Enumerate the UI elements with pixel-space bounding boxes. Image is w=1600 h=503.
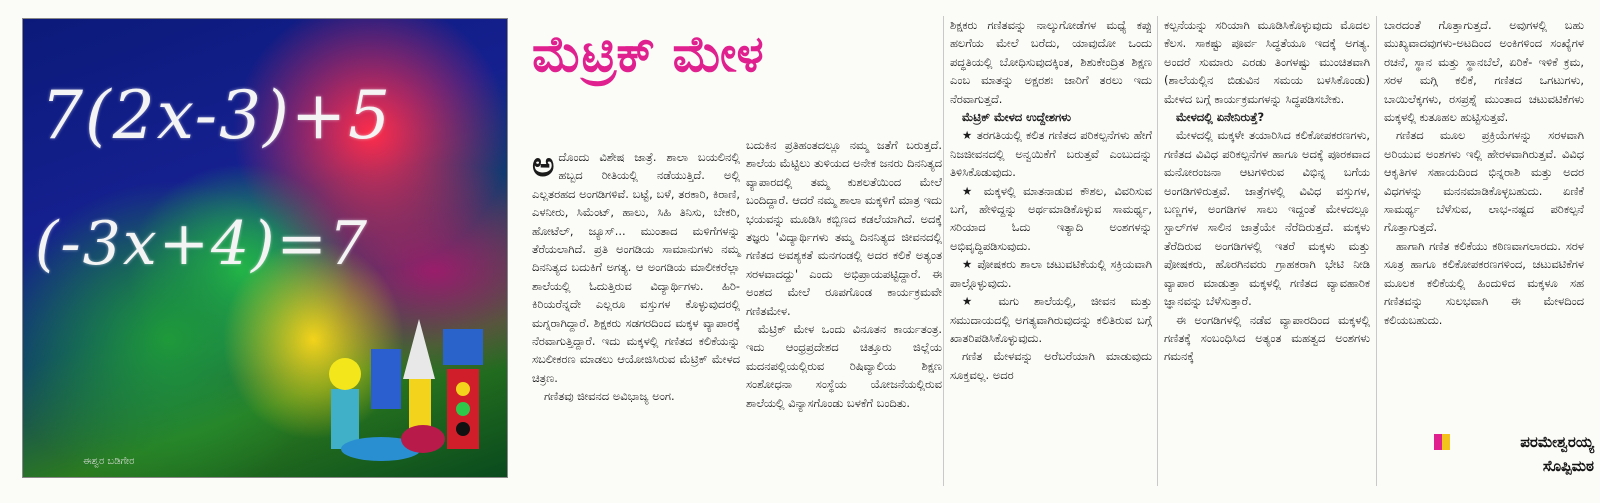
article-column-3 <box>950 16 1152 384</box>
math-illustration <box>22 18 508 478</box>
section-heading: ಮೆಟ್ರಿಕ್ ಮೇಳದ ಉದ್ದೇಶಗಳು <box>962 110 1071 125</box>
paragraph: ಗಣಿತದ ಮೂಲ ಪ್ರಕ್ರಿಯೆಗಳನ್ನು ಸರಳವಾಗಿ ಅರಿಯುವ ಅಂಶಗಳು ಇಲ್ಲಿ ಹೇರಳವಾಗಿರುತ್ತವೆ. ವಿವಿಧ ಆಕೃತಿಗಳ ಸಹಾಯದಿಂದ ಭಿನ್ನರಾಶಿ ಮತ್ತು ಅದರ ವಿಧಗಳನ್ನು ಮನನಮಾಡಿಕೊಳ್ಳಬಹುದು. ಏಣಿಕೆ ಸಾಮರ್ಥ್ಯ ಬೆಳೆಸುವ, ಲಾಭ-ನಷ್ಟದ ಪರಿಕಲ್ಪನೆ ಗೊತ್ತಾಗುತ್ತದೆ. <box>1384 128 1584 235</box>
paragraph: ಕಲ್ಪನೆಯನ್ನು ಸರಿಯಾಗಿ ಮೂಡಿಸಿಕೊಳ್ಳುವುದು ಮೊದಲ ಕೆಲಸ. ಸಾಕಷ್ಟು ಪೂರ್ವ ಸಿದ್ಧತೆಯೂ ಇದಕ್ಕೆ ಅಗತ್ಯ. ಅಂದರೆ ಸುಮಾರು ಎರಡು ತಿಂಗಳಷ್ಟು ಮುಂಚಿತವಾಗಿ (ಶಾಲೆಯಲ್ಲಿನ ಬಿಡುವಿನ ಸಮಯ ಬಳಸಿಕೊಂಡು) ಮೇಳದ ಬಗ್ಗೆ ಕಾರ್ಯಕ್ರಮಗಳನ್ನು ಸಿದ್ಧಪಡಿಸಬೇಕು. <box>1164 18 1370 106</box>
author-last-name: ಸೊಪ್ಪಿಮಠ <box>1542 457 1594 475</box>
paragraph: ಗಣಿತವು ಜೀವನದ ಅವಿಭಾಜ್ಯ ಅಂಗ. <box>544 389 675 404</box>
paragraph: ಈ ಅಂಗಡಿಗಳಲ್ಲಿ ನಡೆವ ವ್ಯಾಪಾರದಿಂದ ಮಕ್ಕಳಲ್ಲಿ ಗಣಿತಕ್ಕೆ ಸಂಬಂಧಿಸಿದ ಅತ್ಯಂತ ಮಹತ್ವದ ಅಂಶಗಳು ಗಮನಕ್ಕೆ <box>1164 312 1370 364</box>
paragraph: ಹಾಗಾಗಿ ಗಣಿತ ಕಲಿಕೆಯು ಕಠಿಣವಾಗಲಾರದು. ಸರಳ ಸೂತ್ರ ಹಾಗೂ ಕಲಿಕೋಪಕರಣಗಳಿಂದ, ಚಟುವಟಿಕೆಗಳ ಮೂಲಕ ಕಲಿಕೆಯಲ್ಲಿ ಹಿಂದುಳಿದ ಮಕ್ಕಳೂ ಸಹ ಗಣಿತವನ್ನು ಸುಲಭವಾಗಿ ಈ ಮೇಳದಿಂದ ಕಲಿಯಬಹುದು. <box>1384 238 1584 327</box>
paragraph: ಮೆಟ್ರಿಕ್ ಮೇಳ ಒಂದು ವಿನೂತನ ಕಾರ್ಯತಂತ್ರ. ಇದು ಆಂಧ್ರಪ್ರದೇಶದ ಚಿತ್ತೂರು ಜಿಲ್ಲೆಯ ಮದನಪಲ್ಲಿಯಲ್ಲಿರುವ ರಿಷಿವ್ಯಾಲಿಯ ಶಿಕ್ಷಣ ಸಂಶೋಧನಾ ಸಂಸ್ಥೆಯ ಯೋಜನೆಯಲ್ಲಿರುವ ಶಾಲೆಯಲ್ಲಿ ವಿನ್ಯಾಸಗೊಂಡು ಬಳಕೆಗೆ ಬಂದಿತು. <box>746 322 942 410</box>
paragraph: ಮೇಳದಲ್ಲಿ ಮಕ್ಕಳೇ ತಯಾರಿಸಿದ ಕಲಿಕೋಪಕರಣಗಳು, ಗಣಿತದ ವಿವಿಧ ಪರಿಕಲ್ಪನೆಗಳ ಹಾಗೂ ಅದಕ್ಕೆ ಪೂರಕವಾದ ಮನೋರಂಜನಾ ಆಟಗಳಿರುವ ವಿಭಿನ್ನ ಬಗೆಯ ಅಂಗಡಿಗಳಿರುತ್ತವೆ. ಜಾತ್ರೆಗಳಲ್ಲಿ ವಿವಿಧ ವಸ್ತುಗಳ, ಬಣ್ಣಗಳ, ಅಂಗಡಿಗಳ ಸಾಲು ಇದ್ದಂತೆ ಮೇಳದಲ್ಲೂ ಸ್ಟಾಲ್‌ಗಳ ಸಾಲಿನ ಜಾತ್ರೆಯೇ ನೆರೆದಿರುತ್ತದೆ. ಮಕ್ಕಳು ತೆರೆದಿರುವ ಅಂಗಡಿಗಳಲ್ಲಿ ಇತರೆ ಮಕ್ಕಳು ಮತ್ತು ಪೋಷಕರು, ಹೊರಗಿನವರು ಗ್ರಾಹಕರಾಗಿ ಭೇಟಿ ನೀಡಿ ವ್ಯಾಪಾರ ಮಾಡುತ್ತಾ ಮಕ್ಕಳಲ್ಲಿ ಗಣಿತದ ವ್ಯಾವಹಾರಿಕ ಜ್ಞಾನವನ್ನು ಬೆಳೆಸುತ್ತಾರೆ. <box>1164 128 1370 309</box>
equation-line-1: 7(2x-3)+5 <box>41 77 393 154</box>
article-column-4 <box>1164 16 1370 366</box>
author-byline <box>1434 430 1594 478</box>
column-divider <box>943 16 944 486</box>
author-first-name: ಪರಮೇಶ್ವರಯ್ಯ <box>1520 433 1594 451</box>
paragraph: ದೊಂದು ವಿಶೇಷ ಜಾತ್ರೆ. ಶಾಲಾ ಬಯಲಿನಲ್ಲಿ ಹಬ್ಬದ ರೀತಿಯಲ್ಲಿ ನಡೆಯುತ್ತಿದೆ. ಅಲ್ಲಿ ಎಲ್ಲತರಹದ ಅಂಗಡಿಗಳಿವೆ. ಬಟ್ಟೆ, ಬಳೆ, ತರಕಾರಿ, ಕಿರಾಣಿ, ಎಳನೀರು, ಸಿಮೆಂಟ್, ಹಾಲು, ಸಿಹಿ ತಿನಿಸು, ಬೇಕರಿ, ಹೋಟೆಲ್, ಜ್ಯೂಸ್... ಮುಂತಾದ ಮಳಿಗೆಗಳನ್ನು ತೆರೆಯಲಾಗಿದೆ. ಪ್ರತಿ ಅಂಗಡಿಯ ಸಾಮಾನುಗಳು ನಮ್ಮ ದಿನನಿತ್ಯದ ಬದುಕಿಗೆ ಅಗತ್ಯ. ಆ ಅಂಗಡಿಯ ಮಾಲೀಕರೆಲ್ಲಾ ಶಾಲೆಯಲ್ಲಿ ಓದುತ್ತಿರುವ ವಿದ್ಯಾರ್ಥಿಗಳು. ಹಿರಿ-ಕಿರಿಯರೆನ್ನದೇ ಎಲ್ಲರೂ ವಸ್ತುಗಳ ಕೊಳ್ಳುವುದರಲ್ಲಿ ಮಗ್ನರಾಗಿದ್ದಾರೆ. ಶಿಕ್ಷಕರು ಸಡಗರದಿಂದ ಮಕ್ಕಳ ವ್ಯಾಪಾರಕ್ಕೆ ನೆರವಾಗುತ್ತಿದ್ದಾರೆ. ಇದು ಮಕ್ಕಳಲ್ಲಿ ಗಣಿತದ ಕಲಿಕೆಯನ್ನು ಸಬಲೀಕರಣ ಮಾಡಲು ಆಯೋಜಿಸಿರುವ ಮೆಟ್ರಿಕ್ ಮೇಳದ ಚಿತ್ರಣ. <box>532 150 740 385</box>
article-column-1 <box>532 145 740 406</box>
paragraph: ಗಣಿತ ಮೇಳವನ್ನು ಅರೆಬರೆಯಾಗಿ ಮಾಡುವುದು ಸೂಕ್ತವಲ್ಲ. ಅದರ <box>950 349 1152 382</box>
toy-blocks-image <box>323 279 503 469</box>
bullet-item: ★ ಮಗು ಶಾಲೆಯಲ್ಲಿ, ಜೀವನ ಮತ್ತು ಸಮುದಾಯದಲ್ಲಿ ಅಗತ್ಯವಾಗಿರುವುದನ್ನು ಕಲಿತಿರುವ ಬಗ್ಗೆ ಖಾತರಿಪಡಿಸಿಕೊಳ್ಳುವುದು. <box>950 294 1152 345</box>
paragraph: ಬಾರದಂತೆ ಗೊತ್ತಾಗುತ್ತದೆ. ಅವುಗಳಲ್ಲಿ ಬಹು ಮುಖ್ಯವಾದವುಗಳು-ಅಟದಿಂದ ಅಂಕಿಗಳಿಂದ ಸಂಖ್ಯೆಗಳ ರಚನೆ, ಸ್ಥಾನ ಮತ್ತು ಸ್ಥಾನಬೆಲೆ, ಏರಿಕೆ- ಇಳಿಕೆ ಕ್ರಮ, ಸರಳ ಮಗ್ಗಿ ಕಲಿಕೆ, ಗಣಿತದ ಒಗಟುಗಳು, ಬಾಯಿಲೆಕ್ಕಗಳು, ರಸಪ್ರಶ್ನೆ ಮುಂತಾದ ಚಟುವಟಿಕೆಗಳು ಮಕ್ಕಳಲ್ಲಿ ಕುತೂಹಲ ಹುಟ್ಟಿಸುತ್ತವೆ. <box>1384 18 1584 125</box>
column-divider <box>1157 16 1158 486</box>
bullet-item: ★ ತರಗತಿಯಲ್ಲಿ ಕಲಿತ ಗಣಿತದ ಪರಿಕಲ್ಪನೆಗಳು ಹೇಗೆ ನಿಜಜೀವನದಲ್ಲಿ ಅನ್ವಯಿಕೆಗೆ ಬರುತ್ತವೆ ಎಂಬುದನ್ನು ತಿಳಿಸಿಕೊಡುವುದು. <box>950 128 1152 180</box>
article-title: ಮೆಟ್ರಿಕ್ ಮೇಳ <box>532 25 764 83</box>
equation-line-2: (-3x+4)=7 <box>35 209 369 279</box>
paragraph: ಶಿಕ್ಷಕರು ಗಣಿತವನ್ನು ನಾಲ್ಕುಗೋಡೆಗಳ ಮಧ್ಯೆ ಕಪ್ಪು ಹಲಗೆಯ ಮೇಲೆ ಬರೆದು, ಯಾವುದೋ ಒಂದು ಪದ್ಧತಿಯಲ್ಲಿ ಬೋಧಿಸುವುದಕ್ಕಿಂತ, ಶಿಶುಕೇಂದ್ರಿತ ಶಿಕ್ಷಣ ಎಂಬ ಮಾತನ್ನು ಅಕ್ಷರಶಃ ಜಾರಿಗೆ ತರಲು ಇದು ನೆರವಾಗುತ್ತದೆ. <box>950 18 1152 106</box>
section-heading: ಮೇಳದಲ್ಲಿ ಏನೇನಿರುತ್ತೆ? <box>1176 110 1265 125</box>
column-divider <box>1376 16 1377 486</box>
paragraph: ಬದುಕಿನ ಪ್ರತಿಹಂತದಲ್ಲೂ ನಮ್ಮ ಜತೆಗೆ ಬರುತ್ತದೆ. ಶಾಲೆಯ ಮೆಟ್ಟಿಲು ತುಳಿಯದ ಅನೇಕ ಜನರು ದಿನನಿತ್ಯದ ವ್ಯಾಪಾರದಲ್ಲಿ ತಮ್ಮ ಕುಶಲತೆಯಿಂದ ಮೇಲೆ ಬಂದಿದ್ದಾರೆ. ಆದರೆ ನಮ್ಮ ಶಾಲಾ ಮಕ್ಕಳಿಗೆ ಮಾತ್ರ ಇದು ಭಯವನ್ನು ಮೂಡಿಸಿ ಕಬ್ಬಿಣದ ಕಡಲೆಯಾಗಿದೆ. ಅದಕ್ಕೆ ತಜ್ಞರು 'ವಿದ್ಯಾರ್ಥಿಗಳು ತಮ್ಮ ದಿನನಿತ್ಯದ ಜೀವನದಲ್ಲಿ ಗಣಿತದ ಅವಶ್ಯಕತೆ ಮನಗಂಡಲ್ಲಿ ಅದರ ಕಲಿಕೆ ಅತ್ಯಂತ ಸರಳವಾದದ್ದು' ಎಂದು ಅಭಿಪ್ರಾಯಪಟ್ಟಿದ್ದಾರೆ. ಈ ಅಂಶದ ಮೇಲೆ ರೂಪಗೊಂಡ ಕಾರ್ಯಕ್ರಮವೇ ಗಣಿತಮೇಳ. <box>746 138 942 318</box>
article-column-2 <box>746 136 942 412</box>
drop-cap: ಅ <box>532 145 555 185</box>
article-column-5 <box>1384 16 1584 329</box>
illustration-credit: ಈಶ್ವರ ಬಡಿಗೇರ <box>83 456 135 467</box>
bullet-item: ★ ಪೋಷಕರು ಶಾಲಾ ಚಟುವಟಿಕೆಯಲ್ಲಿ ಸಕ್ರಿಯವಾಗಿ ಪಾಲ್ಗೊಳ್ಳುವುದು. <box>950 257 1152 290</box>
bullet-item: ★ ಮಕ್ಕಳಲ್ಲಿ ಮಾತನಾಡುವ ಕೌಶಲ, ವಿವರಿಸುವ ಬಗೆ, ಹೇಳಿದ್ದನ್ನು ಅರ್ಥಮಾಡಿಕೊಳ್ಳುವ ಸಾಮರ್ಥ್ಯ, ಸರಿಯಾದ ಓದು ಇತ್ಯಾದಿ ಅಂಶಗಳನ್ನು ಅಭಿವೃದ್ಧಿಪಡಿಸುವುದು. <box>950 183 1152 253</box>
